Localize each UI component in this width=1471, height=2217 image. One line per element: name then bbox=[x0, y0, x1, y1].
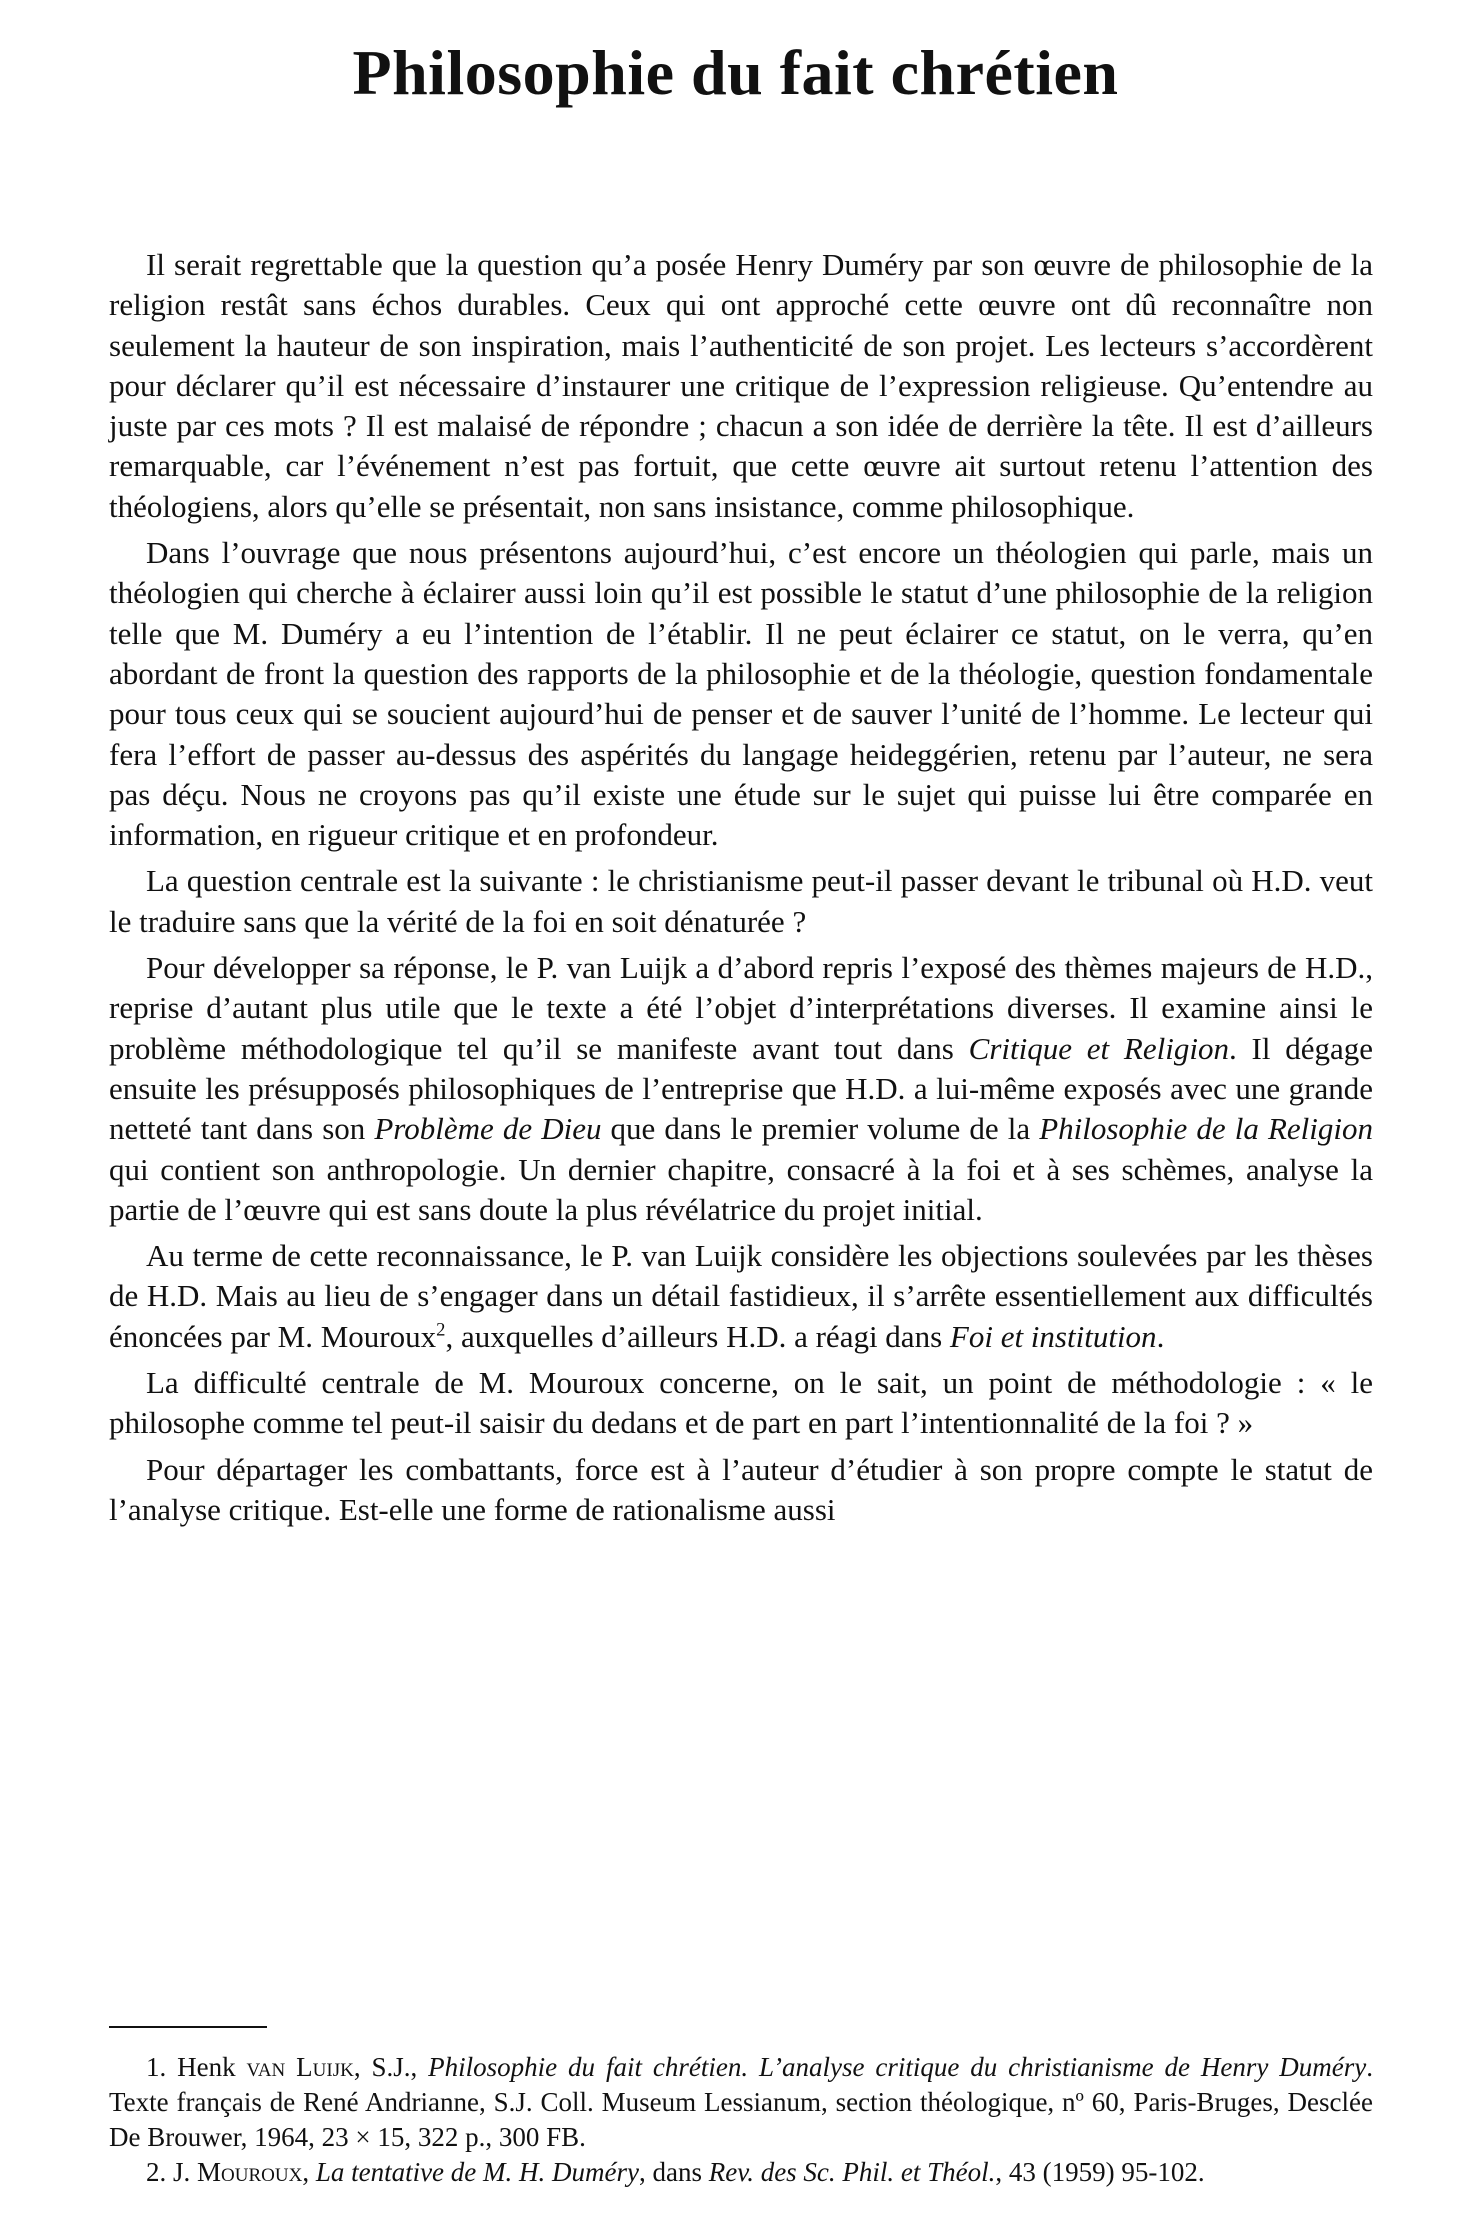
paragraph bbox=[109, 948, 1373, 1230]
footnote-title: Philosophie du fait chrétien. L’analyse critique du christianisme de Henry Duméry bbox=[428, 2052, 1367, 2082]
footnote-divider bbox=[109, 2026, 267, 2028]
footnote-text: , dans bbox=[638, 2157, 709, 2187]
footnote-text: . Texte français de René Andrianne, S.J. Coll. Museum Lessianum, section théologique, nº 60, Paris-Bruges, Desclée De Brouwer, 1964, 23 × 15, 322 p., 300 FB. bbox=[109, 2052, 1374, 2152]
paragraph: La question centrale est la suivante : le christianisme peut-il passer devant le tribunal où H.D. veut le traduire sans que la vérité de la foi en soit dénaturée ? bbox=[109, 863, 1373, 939]
paragraph-text: qui contient son anthropologie. Un dernier chapitre, consacré à la foi et à ses schèmes, analyse la partie de l’œuvre qui est sans doute la plus révélatrice du projet initial. bbox=[109, 1151, 1373, 1227]
footnote-journal: Rev. des Sc. Phil. et Théol. bbox=[708, 2157, 996, 2187]
book-title: Problème de Dieu bbox=[374, 1111, 602, 1147]
footnote-number: 1. bbox=[146, 2052, 167, 2082]
footnote-text: , 43 (1959) 95-102. bbox=[995, 2157, 1205, 2187]
paragraph-text: . Il dégage ensuite les présupposés philosophiques de l’entreprise que H.D. a lui-même exposés avec une grande netteté tant dans son bbox=[109, 1030, 1374, 1147]
paragraph-text: , auxquelles d’ailleurs H.D. a réagi dans bbox=[445, 1318, 950, 1354]
paragraph: Il serait regrettable que la question qu’a posée Henry Duméry par son œuvre de philosophie de la religion restât sans échos durables. Ceux qui ont approché cette œuvre ont dû reconnaître non seulement la hauteur de son inspiration, mais l’authenticité de son projet. Les lecteurs s’accordèrent pour déclarer qu’il est nécessaire d’instaurer une critique de l’expression religieuse. Qu’entendre au juste par ces mots ? Il est malaisé de répondre ; chacun a son idée de derrière la tête. Il est d’ailleurs remarquable, car l’événement n’est pas fortuit, que cette œuvre ait surtout retenu l’attention des théologiens, alors qu’elle se présentait, non sans insistance, comme philosophique. bbox=[109, 247, 1373, 524]
paragraph: La difficulté centrale de M. Mouroux concerne, on le sait, un point de méthodologie : « le philosophe comme tel peut-il saisir du dedans et de part en part l’intentionnalité de la foi ? » bbox=[109, 1365, 1373, 1441]
footnote-author-last: van Luijk bbox=[246, 2052, 354, 2082]
footnote-author-last: Mouroux bbox=[197, 2157, 303, 2187]
paragraph-text: Pour développer sa réponse, le P. van Luijk a d’abord repris l’exposé des thèmes majeurs de H.D., reprise d’autant plus utile que le texte a été l’objet d’interprétations diverses. Il examine ainsi le problème méthodologique tel qu’il se manifeste avant tout dans bbox=[109, 950, 1373, 1066]
paragraph bbox=[109, 1236, 1373, 1357]
footnote-text: , bbox=[302, 2157, 316, 2187]
book-title: Foi et institution bbox=[949, 1318, 1157, 1354]
article-body bbox=[109, 245, 1373, 1536]
paragraph-text: que dans le premier volume de la bbox=[601, 1111, 1040, 1147]
paragraph: Dans l’ouvrage que nous présentons aujourd’hui, c’est encore un théologien qui parle, mais un théologien qui cherche à éclairer aussi loin qu’il est possible le statut d’une philosophie de la religion telle que M. Duméry a eu l’intention de l’établir. Il ne peut éclairer ce statut, on le verra, qu’en abordant de front la question des rapports de la philosophie et de la théologie, question fondamentale pour tous ceux qui se soucient aujourd’hui de penser et de sauver l’unité de l’homme. Le lecteur qui fera l’effort de passer au-dessus des aspérités du langage heideggérien, retenu par l’auteur, ne sera pas déçu. Nous ne croyons pas qu’il existe une étude sur le sujet qui puisse lui être comparée en information, en rigueur critique et en profondeur. bbox=[109, 535, 1373, 853]
paragraph-text: . bbox=[1156, 1318, 1165, 1354]
book-title: Philosophie de la Religion bbox=[1039, 1111, 1373, 1147]
footnote-reference: 2 bbox=[436, 1319, 446, 1341]
book-title: Critique et Religion bbox=[968, 1030, 1229, 1066]
footnotes bbox=[109, 2050, 1373, 2190]
footnote-2 bbox=[109, 2155, 1373, 2190]
page-title: Philosophie du fait chrétien bbox=[352, 37, 1119, 108]
footnote-author-first: J. bbox=[173, 2157, 191, 2187]
footnote-title: La tentative de M. H. Duméry bbox=[315, 2157, 639, 2187]
footnote-text: , S.J., bbox=[353, 2052, 429, 2082]
footnote-1 bbox=[109, 2050, 1373, 2155]
footnote-number: 2. bbox=[146, 2157, 167, 2187]
footnote-author-first: Henk bbox=[177, 2052, 236, 2082]
paragraph-text: Au terme de cette reconnaissance, le P. van Luijk considère les objections soulevées par les thèses de H.D. Mais au lieu de s’engager dans un détail fastidieux, il s’arrête essentiellement aux difficultés énoncées par M. Mouroux bbox=[109, 1238, 1373, 1354]
paragraph: Pour départager les combattants, force est à l’auteur d’étudier à son propre compte le statut de l’analyse critique. Est-elle une forme de rationalisme aussi bbox=[109, 1451, 1373, 1527]
